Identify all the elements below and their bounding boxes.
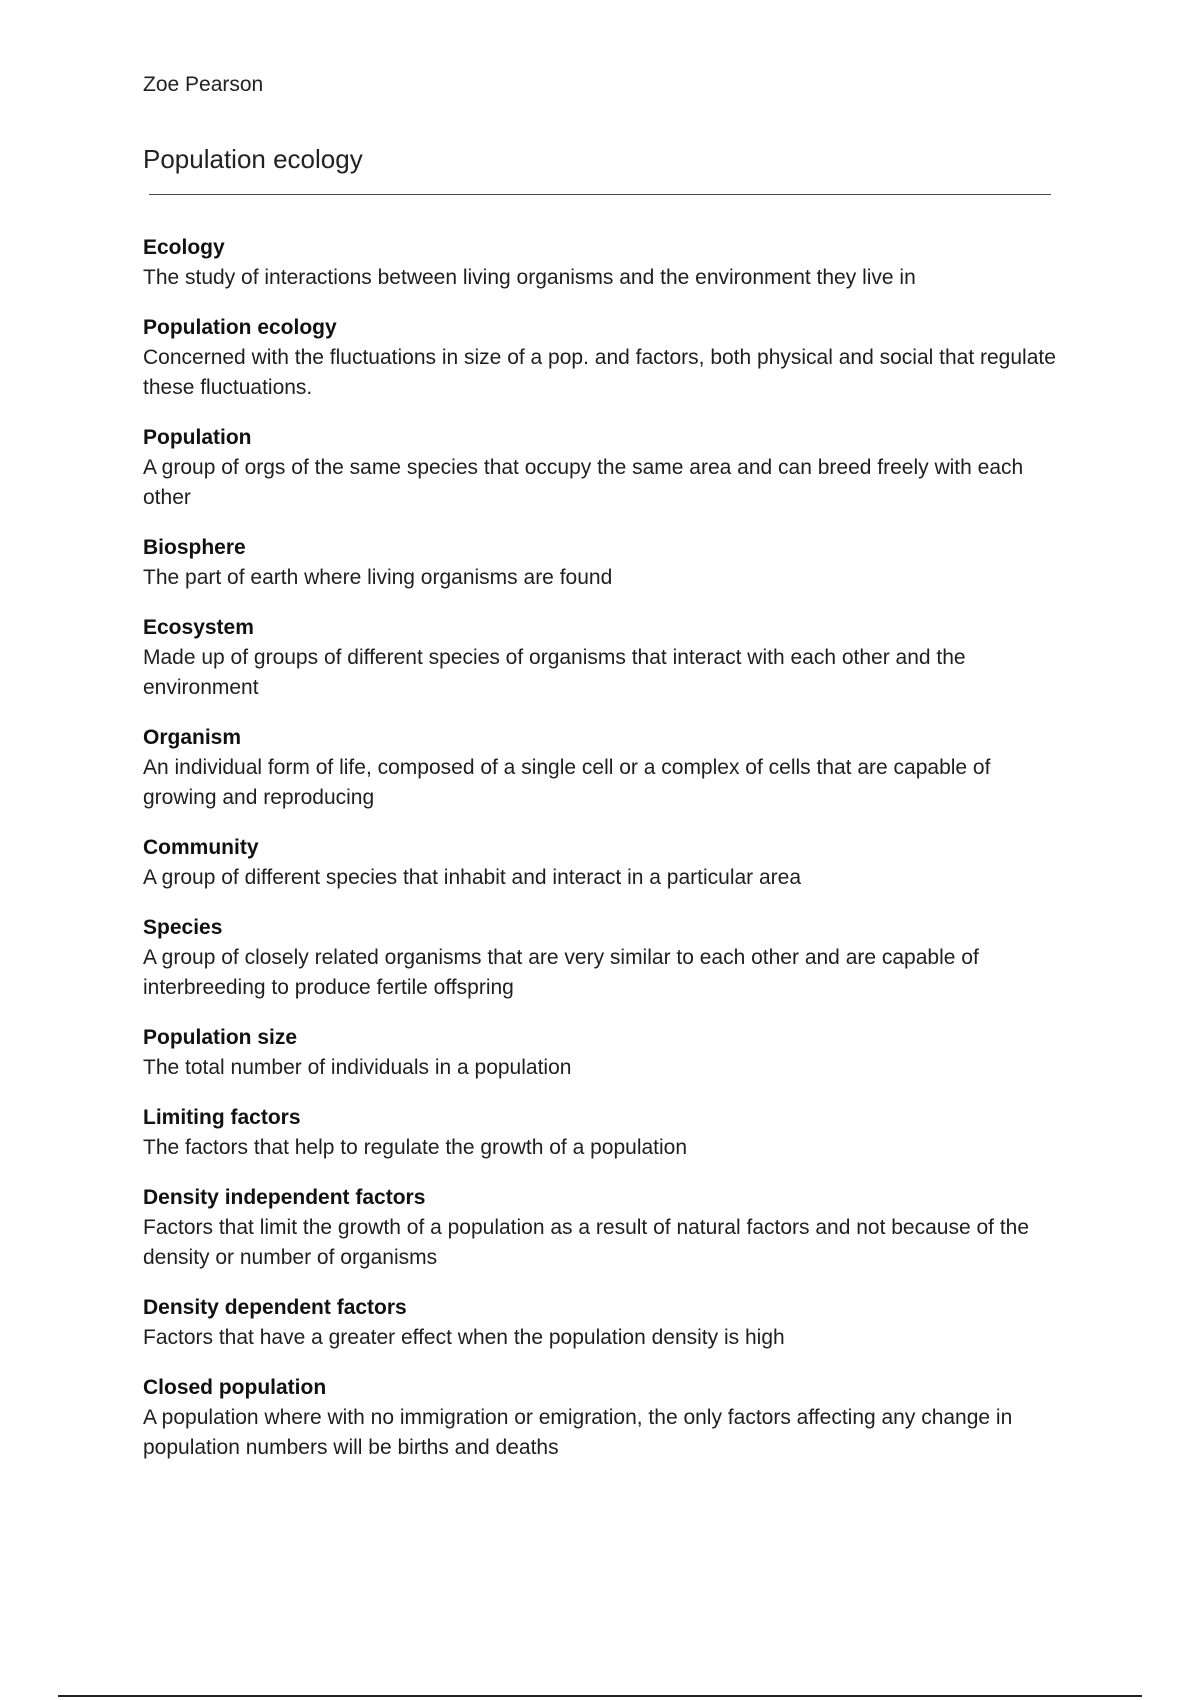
footer-divider	[58, 1695, 1142, 1697]
glossary-term: Closed population	[143, 1376, 327, 1399]
glossary-definition: An individual form of life, composed of a single cell or a complex of cells that are capable of growing and reproducing	[143, 756, 991, 809]
glossary-term: Organism	[143, 726, 242, 749]
glossary-entry	[143, 1103, 1063, 1163]
glossary-definition: A group of orgs of the same species that occupy the same area and can breed freely with each other	[143, 456, 1024, 509]
glossary-definition: Factors that limit the growth of a population as a result of natural factors and not because of the density or number of organisms	[143, 1216, 1030, 1269]
glossary-definition: A group of closely related organisms that are very similar to each other and are capable of interbreeding to produce fertile offspring	[143, 946, 979, 999]
glossary-entry	[143, 1373, 1063, 1463]
glossary-term: Limiting factors	[143, 1106, 301, 1129]
glossary-entry	[143, 1183, 1063, 1273]
glossary-term: Population ecology	[143, 316, 337, 339]
glossary-entry	[143, 613, 1063, 703]
glossary-term: Ecosystem	[143, 616, 254, 639]
glossary-entry	[143, 233, 1063, 293]
glossary-entry	[143, 833, 1063, 893]
glossary-entry	[143, 723, 1063, 813]
glossary-term: Species	[143, 916, 223, 939]
glossary-entry	[143, 1293, 1063, 1353]
glossary-definition: The study of interactions between living organisms and the environment they live in	[143, 266, 916, 289]
document-title: Population ecology	[143, 144, 363, 174]
glossary-definition: A group of different species that inhabit and interact in a particular area	[143, 866, 802, 889]
glossary-definition: The part of earth where living organisms are found	[143, 566, 613, 589]
title-divider	[149, 194, 1051, 195]
glossary-definition: Factors that have a greater effect when the population density is high	[143, 1326, 785, 1349]
glossary-definition: A population where with no immigration or emigration, the only factors affecting any change in population numbers will be births and deaths	[143, 1406, 1013, 1459]
glossary-term: Biosphere	[143, 536, 246, 559]
glossary-entry	[143, 313, 1063, 403]
glossary-list	[143, 233, 1063, 1483]
glossary-term: Density independent factors	[143, 1186, 426, 1209]
glossary-entry	[143, 423, 1063, 513]
glossary-definition: Concerned with the fluctuations in size of a pop. and factors, both physical and social that regulate these fluctuations.	[143, 346, 1056, 399]
glossary-entry	[143, 913, 1063, 1003]
glossary-term: Ecology	[143, 236, 225, 259]
glossary-definition: The total number of individuals in a population	[143, 1056, 572, 1079]
glossary-term: Density dependent factors	[143, 1296, 407, 1319]
glossary-term: Population size	[143, 1026, 298, 1049]
glossary-entry	[143, 1023, 1063, 1083]
glossary-definition: Made up of groups of different species of organisms that interact with each other and the environment	[143, 646, 966, 699]
glossary-definition: The factors that help to regulate the growth of a population	[143, 1136, 688, 1159]
author-name: Zoe Pearson	[143, 73, 264, 96]
glossary-entry	[143, 533, 1063, 593]
glossary-term: Community	[143, 836, 259, 859]
glossary-term: Population	[143, 426, 252, 449]
